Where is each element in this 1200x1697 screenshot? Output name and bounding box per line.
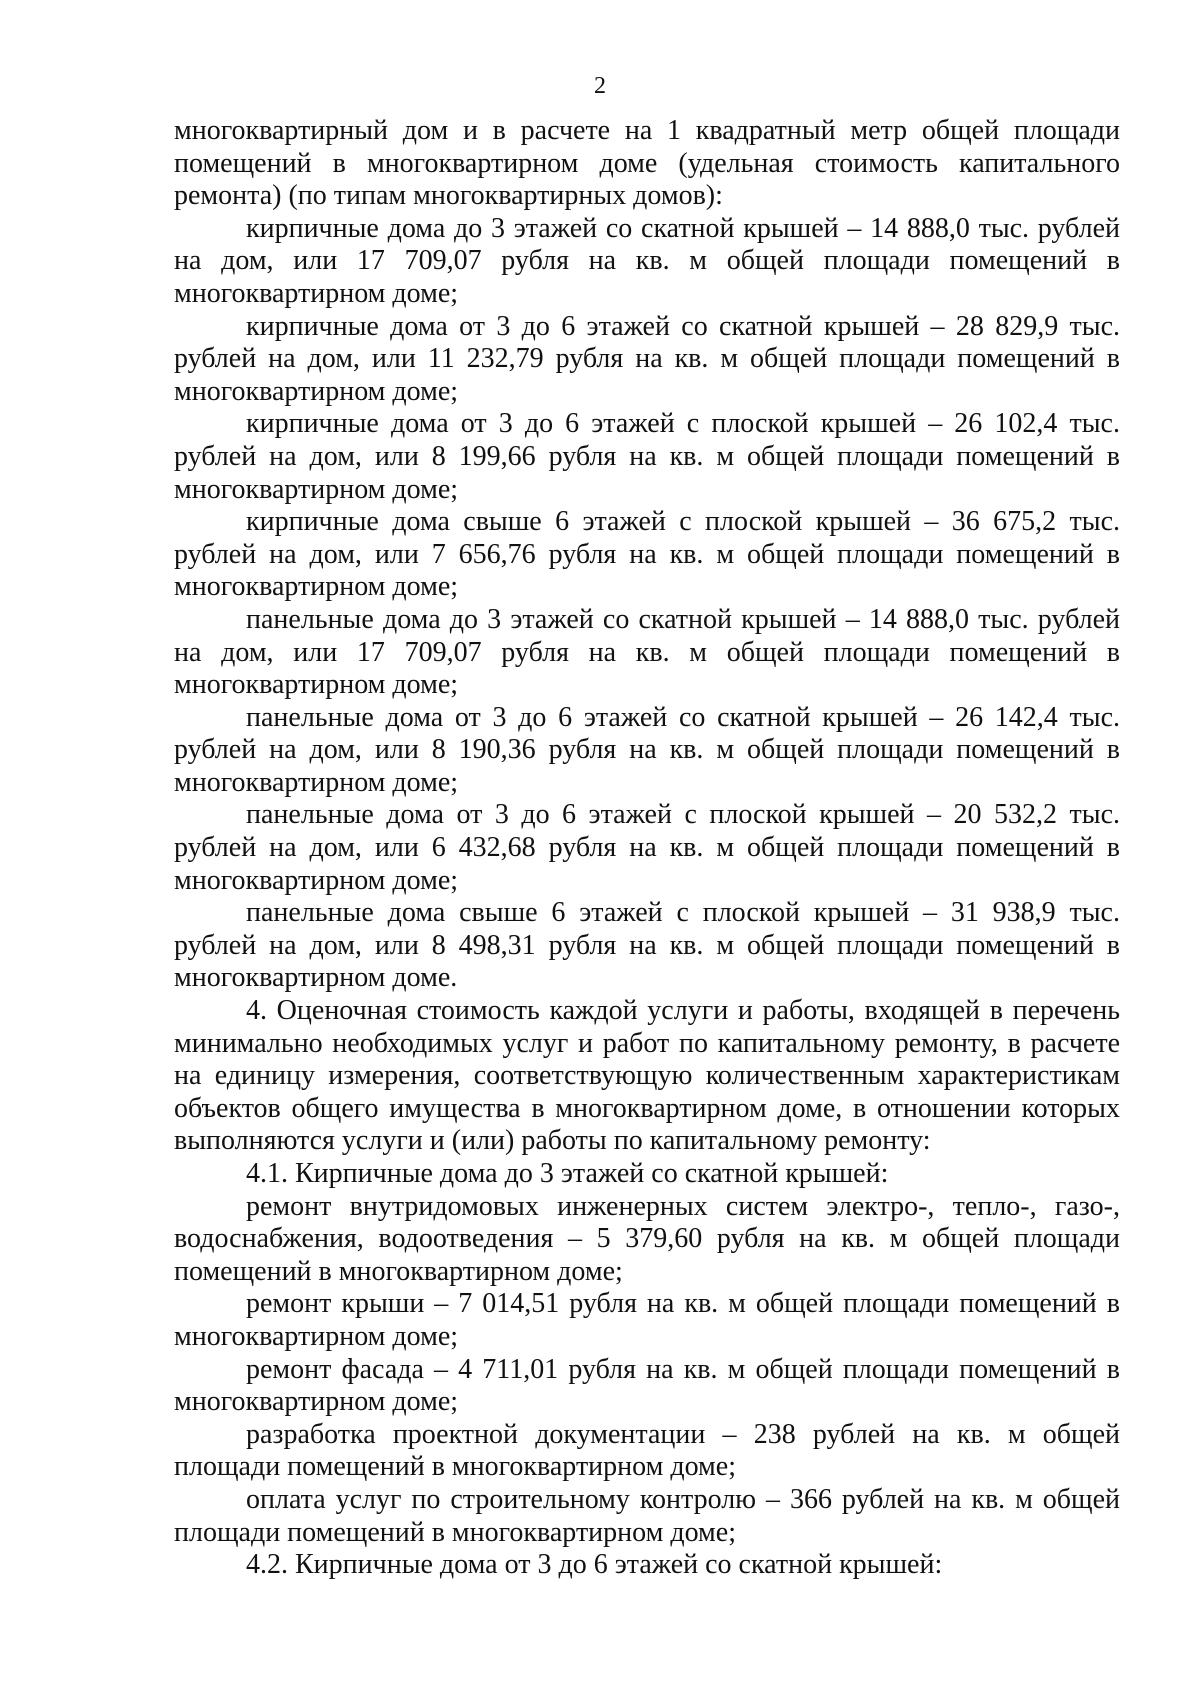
paragraph-facade-repair: ремонт фасада – 4 711,01 рубля на кв. м общей площади помещений в многоквартирном доме; — [174, 1353, 1120, 1418]
paragraph-engineering-systems-repair: ремонт внутридомовых инженерных систем электро-, тепло-, газо-, водоснабжения, водоотведения – 5 379,60 рубля на кв. м общей площади помещений в многоквартирном доме; — [174, 1190, 1120, 1287]
page-number: 2 — [594, 73, 606, 99]
paragraph-construction-control: оплата услуг по строительному контролю – 366 рублей на кв. м общей площади помещений в многоквартирном доме; — [174, 1483, 1120, 1548]
paragraph-brick-3-to-6-flat: кирпичные дома от 3 до 6 этажей с плоской крышей – 26 102,4 тыс. рублей на дом, или 8 199,66 рубля на кв. м общей площади помещений в многоквартирном доме; — [174, 408, 1120, 505]
paragraph-brick-3-to-6-pitched: кирпичные дома от 3 до 6 этажей со скатной крышей – 28 829,9 тыс. рублей на дом, или 11 232,79 рубля на кв. м общей площади помещений в многоквартирном доме; — [174, 310, 1120, 407]
heading-4-1: 4.1. Кирпичные дома до 3 этажей со скатной крышей: — [246, 1158, 889, 1189]
paragraph-roof-repair: ремонт крыши – 7 014,51 рубля на кв. м общей площади помещений в многоквартирном доме; — [174, 1288, 1120, 1352]
heading-4-2: 4.2. Кирпичные дома от 3 до 6 этажей со скатной крышей: — [246, 1549, 943, 1581]
paragraph-panel-over-6-flat: панельные дома свыше 6 этажей с плоской крышей – 31 938,9 тыс. рублей на дом, или 8 498,31 рубля на кв. м общей площади помещений в многоквартирном доме. — [174, 897, 1120, 994]
paragraph-intro-continuation: многоквартирный дом и в расчете на 1 квадратный метр общей площади помещений в многоквартирном доме (удельная стоимость капитального ремонта) (по типам многоквартирных домов): — [174, 115, 1120, 212]
paragraph-brick-over-6-flat: кирпичные дома свыше 6 этажей с плоской крышей – 36 675,2 тыс. рублей на дом, или 7 656,76 рубля на кв. м общей площади помещений в многоквартирном доме; — [174, 506, 1120, 603]
paragraph-panel-3-to-6-pitched: панельные дома от 3 до 6 этажей со скатной крышей – 26 142,4 тыс. рублей на дом, или 8 190,36 рубля на кв. м общей площади помещений в многоквартирном доме; — [174, 701, 1120, 798]
paragraph-section-4: 4. Оценочная стоимость каждой услуги и работы, входящей в перечень минимально необходимых услуг и работ по капитальному ремонту, в расчете на единицу измерения, соответствующую количественным характеристикам объектов общего имущества в многоквартирном доме, в отношении которых выполняются услуги и (или) работы по капитальному ремонту: — [174, 995, 1120, 1157]
paragraph-panel-3-to-6-flat: панельные дома от 3 до 6 этажей с плоской крышей – 20 532,2 тыс. рублей на дом, или 6 432,68 рубля на кв. м общей площади помещений в многоквартирном доме; — [174, 799, 1120, 896]
document-body — [174, 115, 1120, 1582]
paragraph-brick-up-to-3-pitched: кирпичные дома до 3 этажей со скатной крышей – 14 888,0 тыс. рублей на дом, или 17 709,07 рубля на кв. м общей площади помещений в многоквартирном доме; — [174, 212, 1120, 309]
paragraph-design-documentation: разработка проектной документации – 238 рублей на кв. м общей площади помещений в многоквартирном доме; — [174, 1418, 1120, 1483]
paragraph-panel-up-to-3-pitched: панельные дома до 3 этажей со скатной крышей – 14 888,0 тыс. рублей на дом, или 17 709,07 рубля на кв. м общей площади помещений в многоквартирном доме; — [174, 603, 1120, 701]
